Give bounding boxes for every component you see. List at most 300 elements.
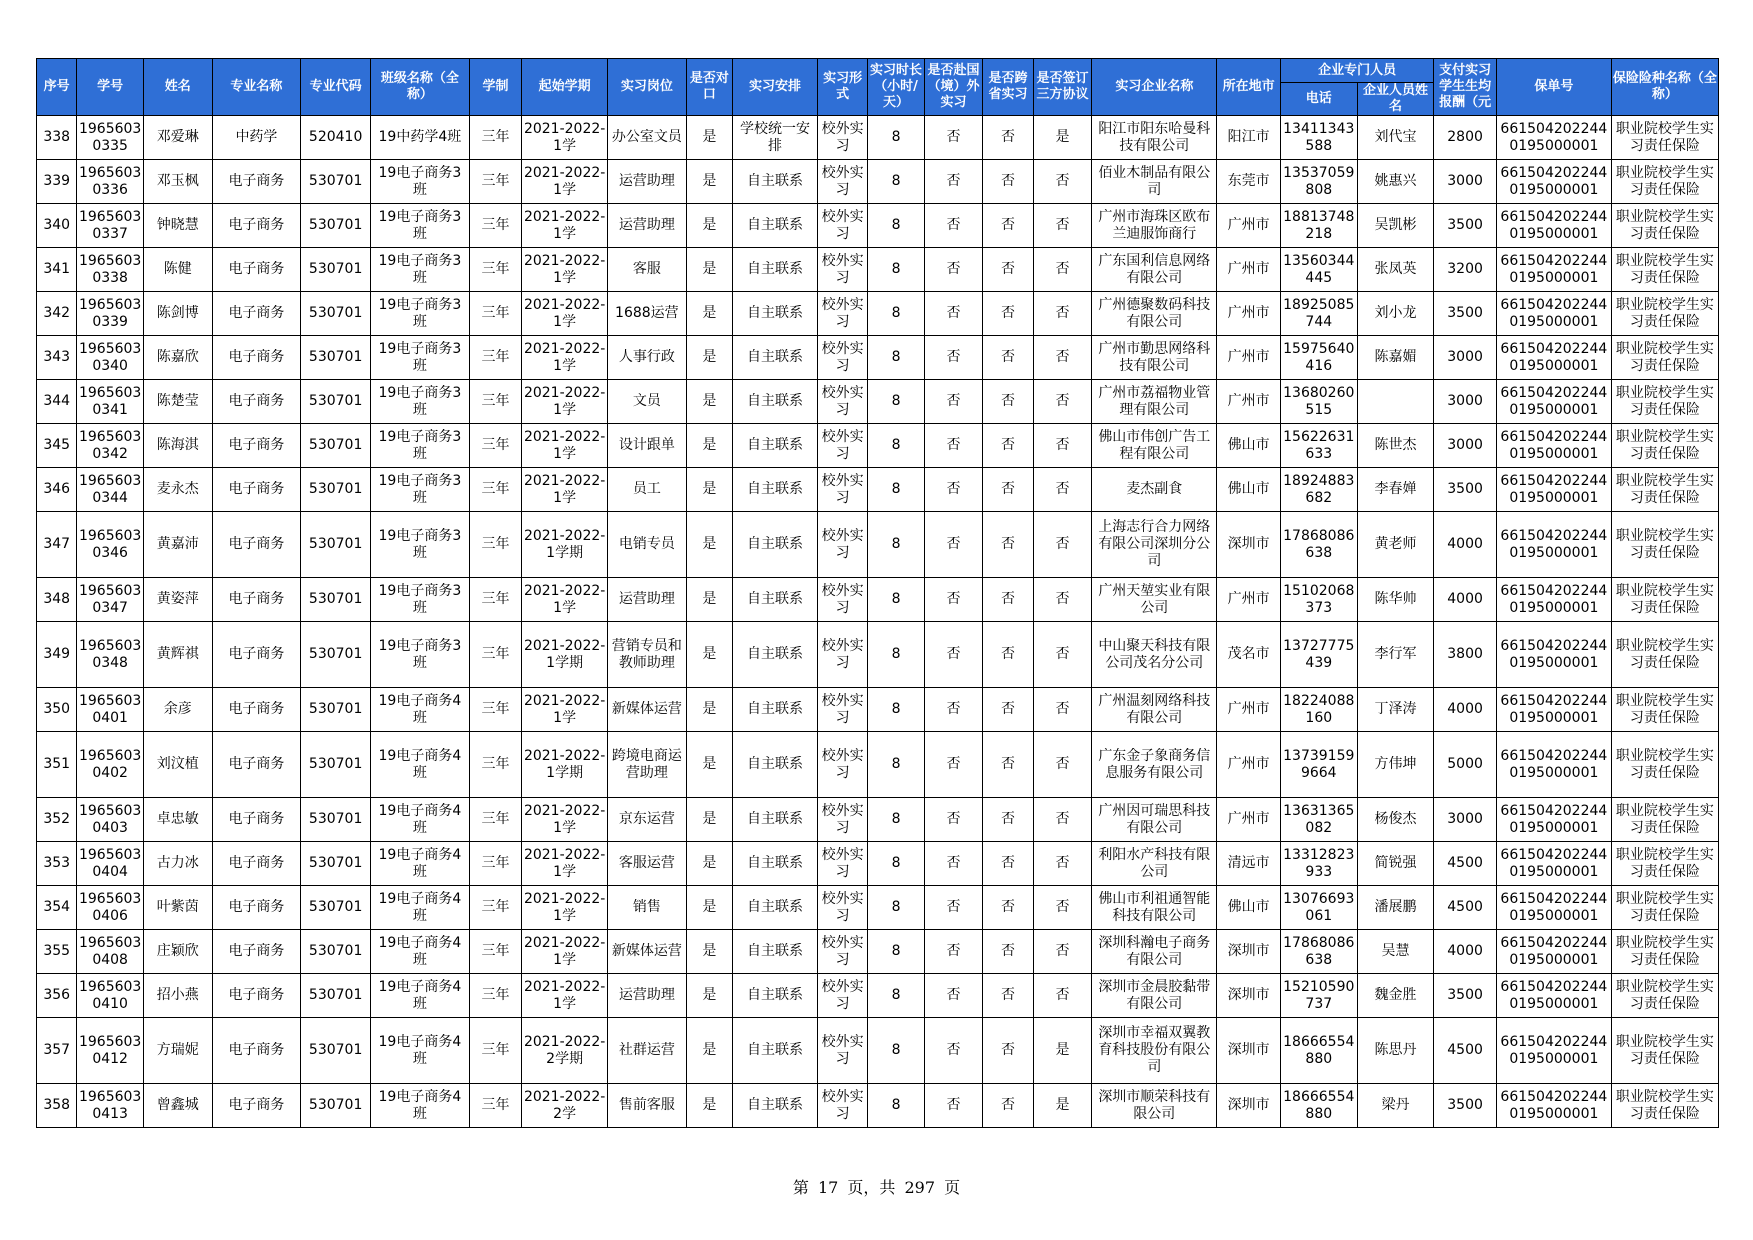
cell-staff-name-text: 丁泽涛 <box>1374 701 1417 717</box>
cell-name <box>143 512 212 578</box>
cell-pay <box>1434 1018 1497 1084</box>
cell-cross-province <box>983 292 1033 336</box>
cell-tripartite-text: 否 <box>1055 855 1070 871</box>
cell-company <box>1092 688 1217 732</box>
cell-start-term <box>522 424 608 468</box>
cell-major-text: 电子商务 <box>228 855 285 871</box>
cell-form <box>817 248 867 292</box>
cell-name <box>143 732 212 798</box>
cell-abroad-text: 否 <box>946 481 961 497</box>
cell-company <box>1092 468 1217 512</box>
cell-matched-text: 是 <box>702 701 717 717</box>
cell-position <box>608 336 687 380</box>
cell-major-text: 电子商务 <box>228 349 285 365</box>
cell-company <box>1092 424 1217 468</box>
cell-cross-province-text: 否 <box>1001 987 1016 1003</box>
header-arrangement: 实习安排 <box>733 59 818 116</box>
cell-phone <box>1280 930 1357 974</box>
cell-company <box>1092 160 1217 204</box>
cell-hours <box>868 380 925 424</box>
cell-student-id <box>77 688 144 732</box>
cell-position <box>608 468 687 512</box>
cell-hours-text: 8 <box>891 701 901 717</box>
cell-tripartite-text: 否 <box>1055 536 1070 552</box>
cell-student-id <box>77 1084 144 1128</box>
cell-policy-no-text: 6615042022440195000001 <box>1500 802 1608 836</box>
header-insurance: 保险险种名称（全称） <box>1611 59 1718 116</box>
cell-phone <box>1280 578 1357 622</box>
cell-duration <box>469 974 521 1018</box>
cell-duration <box>469 842 521 886</box>
cell-pay-text: 4500 <box>1447 1042 1483 1058</box>
cell-major-code <box>301 622 371 688</box>
cell-staff-name <box>1357 248 1434 292</box>
cell-matched <box>686 116 732 160</box>
cell-name <box>143 622 212 688</box>
cell-seq-text: 349 <box>43 646 71 662</box>
cell-arrangement-text: 自主联系 <box>746 1097 803 1113</box>
cell-class-name-text: 19电子商务4班 <box>378 1088 462 1122</box>
cell-insurance-text: 职业院校学生实习责任保险 <box>1615 120 1714 154</box>
cell-duration <box>469 886 521 930</box>
cell-policy-no-text: 6615042022440195000001 <box>1500 208 1608 242</box>
cell-arrangement-text: 自主联系 <box>746 481 803 497</box>
cell-tripartite-text: 否 <box>1055 481 1070 497</box>
cell-matched <box>686 160 732 204</box>
cell-major-code-text: 530701 <box>308 261 363 277</box>
cell-arrangement <box>733 380 818 424</box>
cell-major-code <box>301 380 371 424</box>
cell-abroad <box>924 292 983 336</box>
cell-phone <box>1280 842 1357 886</box>
cell-phone <box>1280 798 1357 842</box>
cell-abroad <box>924 842 983 886</box>
cell-form-text: 校外实习 <box>821 296 864 330</box>
cell-major <box>212 116 301 160</box>
cell-pay <box>1434 622 1497 688</box>
cell-position <box>608 1084 687 1128</box>
cell-city <box>1217 512 1281 578</box>
cell-company-text: 广州温刻网络科技有限公司 <box>1098 692 1211 726</box>
cell-city-text: 广州市 <box>1227 756 1270 772</box>
cell-company <box>1092 380 1217 424</box>
cell-seq-text: 341 <box>43 261 71 277</box>
cell-company-text: 深圳市顺荣科技有限公司 <box>1098 1088 1211 1122</box>
cell-tripartite-text: 是 <box>1055 1042 1070 1058</box>
cell-name-text: 钟晓慧 <box>156 217 199 233</box>
cell-hours-text: 8 <box>891 899 901 915</box>
cell-class-name <box>370 204 469 248</box>
cell-phone-text: 13076693061 <box>1283 890 1355 924</box>
cell-start-term-text: 2021-2022-1学 <box>523 428 606 462</box>
cell-seq <box>37 886 77 930</box>
cell-student-id <box>77 336 144 380</box>
cell-arrangement <box>733 1018 818 1084</box>
cell-insurance-text: 职业院校学生实习责任保险 <box>1615 472 1714 506</box>
cell-class-name <box>370 292 469 336</box>
cell-insurance <box>1611 424 1718 468</box>
cell-form-text: 校外实习 <box>821 164 864 198</box>
cell-policy-no <box>1496 688 1611 732</box>
cell-form-text: 校外实习 <box>821 637 864 671</box>
cell-student-id-text: 19656030410 <box>78 978 142 1012</box>
cell-staff-name-text: 陈华帅 <box>1374 591 1417 607</box>
cell-name <box>143 336 212 380</box>
table-row <box>37 622 1719 688</box>
cell-hours <box>868 1084 925 1128</box>
cell-major-code <box>301 292 371 336</box>
cell-company-text: 佰业木制品有限公司 <box>1098 164 1211 198</box>
cell-pay-text: 3800 <box>1447 646 1483 662</box>
cell-major-code-text: 530701 <box>308 756 363 772</box>
cell-name <box>143 292 212 336</box>
cell-pay-text: 4000 <box>1447 591 1483 607</box>
cell-tripartite <box>1033 578 1092 622</box>
cell-cross-province-text: 否 <box>1001 1097 1016 1113</box>
table-row <box>37 512 1719 578</box>
cell-pay <box>1434 930 1497 974</box>
cell-company-text: 上海志行合力网络有限公司深圳分公司 <box>1098 519 1211 569</box>
cell-company-text: 广州天堃实业有限公司 <box>1098 582 1211 616</box>
cell-insurance <box>1611 380 1718 424</box>
cell-seq-text: 344 <box>43 393 71 409</box>
cell-hours-text: 8 <box>891 261 901 277</box>
cell-pay <box>1434 1084 1497 1128</box>
cell-position-text: 1688运营 <box>615 305 679 321</box>
header-abroad: 是否赴国（境）外实习 <box>924 59 983 116</box>
cell-class-name-text: 19电子商务3班 <box>378 296 462 330</box>
cell-phone <box>1280 1018 1357 1084</box>
cell-class-name <box>370 248 469 292</box>
cell-seq <box>37 798 77 842</box>
cell-phone-text: 13560344445 <box>1283 252 1355 286</box>
cell-seq <box>37 732 77 798</box>
cell-insurance <box>1611 204 1718 248</box>
cell-matched <box>686 578 732 622</box>
cell-policy-no <box>1496 204 1611 248</box>
cell-abroad-text: 否 <box>946 536 961 552</box>
cell-form <box>817 468 867 512</box>
cell-insurance <box>1611 468 1718 512</box>
cell-staff-name-text: 陈思丹 <box>1374 1042 1417 1058</box>
cell-hours <box>868 622 925 688</box>
cell-class-name-text: 19电子商务4班 <box>378 747 462 781</box>
cell-pay <box>1434 578 1497 622</box>
cell-seq <box>37 468 77 512</box>
cell-form <box>817 424 867 468</box>
cell-start-term <box>522 842 608 886</box>
cell-company <box>1092 974 1217 1018</box>
cell-major-text: 电子商务 <box>228 536 285 552</box>
cell-matched-text: 是 <box>702 646 717 662</box>
cell-cross-province <box>983 468 1033 512</box>
cell-tripartite <box>1033 842 1092 886</box>
footer-total-pages: 297 <box>904 1178 936 1197</box>
cell-tripartite-text: 否 <box>1055 305 1070 321</box>
cell-major-text: 电子商务 <box>228 261 285 277</box>
cell-student-id <box>77 160 144 204</box>
cell-position-text: 社群运营 <box>618 1042 675 1058</box>
cell-class-name-text: 19电子商务3班 <box>378 164 462 198</box>
cell-insurance <box>1611 248 1718 292</box>
cell-position <box>608 424 687 468</box>
cell-insurance-text: 职业院校学生实习责任保险 <box>1615 846 1714 880</box>
cell-city <box>1217 424 1281 468</box>
cell-student-id-text: 19656030337 <box>78 208 142 242</box>
cell-position <box>608 798 687 842</box>
internship-table <box>36 58 1719 1128</box>
cell-pay-text: 5000 <box>1447 756 1483 772</box>
cell-pay-text: 4500 <box>1447 855 1483 871</box>
cell-pay-text: 2800 <box>1447 129 1483 145</box>
cell-position <box>608 578 687 622</box>
cell-duration <box>469 732 521 798</box>
cell-arrangement <box>733 292 818 336</box>
cell-phone-text: 13411343588 <box>1283 120 1355 154</box>
cell-phone-text: 137391599664 <box>1283 747 1355 781</box>
cell-pay-text: 3200 <box>1447 261 1483 277</box>
cell-start-term-text: 2021-2022-1学 <box>523 164 606 198</box>
cell-class-name <box>370 886 469 930</box>
cell-major-text: 电子商务 <box>228 943 285 959</box>
cell-student-id-text: 19656030348 <box>78 637 142 671</box>
cell-policy-no <box>1496 842 1611 886</box>
cell-position-text: 销售 <box>632 899 661 915</box>
cell-tripartite <box>1033 798 1092 842</box>
cell-seq <box>37 688 77 732</box>
cell-student-id <box>77 468 144 512</box>
cell-hours <box>868 842 925 886</box>
cell-duration <box>469 336 521 380</box>
cell-major-text: 电子商务 <box>228 646 285 662</box>
cell-name-text: 陈健 <box>163 261 192 277</box>
cell-arrangement <box>733 512 818 578</box>
cell-hours <box>868 688 925 732</box>
cell-city-text: 深圳市 <box>1227 536 1270 552</box>
cell-major-code-text: 530701 <box>308 646 363 662</box>
cell-abroad-text: 否 <box>946 173 961 189</box>
cell-form <box>817 204 867 248</box>
cell-class-name <box>370 468 469 512</box>
cell-seq <box>37 578 77 622</box>
cell-tripartite <box>1033 336 1092 380</box>
cell-company-text: 广州德聚数码科技有限公司 <box>1098 296 1211 330</box>
cell-student-id-text: 19656030406 <box>78 890 142 924</box>
cell-form <box>817 1084 867 1128</box>
cell-insurance-text: 职业院校学生实习责任保险 <box>1615 890 1714 924</box>
cell-matched-text: 是 <box>702 129 717 145</box>
cell-name-text: 陈海淇 <box>156 437 199 453</box>
cell-cross-province-text: 否 <box>1001 1042 1016 1058</box>
cell-hours <box>868 798 925 842</box>
cell-phone-text: 17868086638 <box>1283 934 1355 968</box>
cell-city-text: 阳江市 <box>1227 129 1270 145</box>
cell-matched-text: 是 <box>702 591 717 607</box>
cell-pay <box>1434 688 1497 732</box>
cell-hours-text: 8 <box>891 393 901 409</box>
cell-form-text: 校外实习 <box>821 527 864 561</box>
cell-phone-text: 13680260515 <box>1283 384 1355 418</box>
cell-position <box>608 886 687 930</box>
cell-start-term-text: 2021-2022-1学 <box>523 802 606 836</box>
cell-staff-name <box>1357 930 1434 974</box>
cell-position <box>608 842 687 886</box>
cell-duration-text: 三年 <box>481 305 510 321</box>
cell-start-term <box>522 578 608 622</box>
cell-seq-text: 339 <box>43 173 71 189</box>
cell-seq-text: 342 <box>43 305 71 321</box>
cell-company-text: 佛山市伟创广告工程有限公司 <box>1098 428 1211 462</box>
cell-position-text: 员工 <box>632 481 661 497</box>
cell-class-name <box>370 622 469 688</box>
cell-arrangement-text: 自主联系 <box>746 393 803 409</box>
cell-duration <box>469 798 521 842</box>
cell-hours <box>868 1018 925 1084</box>
cell-insurance <box>1611 512 1718 578</box>
cell-major-code-text: 530701 <box>308 591 363 607</box>
cell-seq-text: 356 <box>43 987 71 1003</box>
cell-major-code <box>301 248 371 292</box>
cell-student-id <box>77 732 144 798</box>
cell-name <box>143 886 212 930</box>
cell-major-code <box>301 1018 371 1084</box>
cell-class-name <box>370 116 469 160</box>
cell-hours-text: 8 <box>891 811 901 827</box>
cell-student-id-text: 19656030341 <box>78 384 142 418</box>
cell-cross-province-text: 否 <box>1001 261 1016 277</box>
cell-start-term <box>522 1084 608 1128</box>
cell-position-text: 运营助理 <box>618 173 675 189</box>
cell-form <box>817 688 867 732</box>
cell-student-id-text: 19656030344 <box>78 472 142 506</box>
cell-insurance <box>1611 974 1718 1018</box>
cell-cross-province <box>983 688 1033 732</box>
cell-abroad-text: 否 <box>946 855 961 871</box>
cell-company-text: 深圳市幸福双翼教育科技股份有限公司 <box>1098 1025 1211 1075</box>
cell-cross-province <box>983 380 1033 424</box>
cell-policy-no-text: 6615042022440195000001 <box>1500 890 1608 924</box>
cell-class-name-text: 19电子商务3班 <box>378 527 462 561</box>
cell-arrangement <box>733 930 818 974</box>
cell-hours-text: 8 <box>891 1097 901 1113</box>
cell-policy-no <box>1496 116 1611 160</box>
cell-major-text: 电子商务 <box>228 987 285 1003</box>
cell-student-id <box>77 116 144 160</box>
cell-start-term-text: 2021-2022-1学 <box>523 384 606 418</box>
cell-student-id-text: 19656030342 <box>78 428 142 462</box>
cell-student-id-text: 19656030412 <box>78 1033 142 1067</box>
cell-form <box>817 292 867 336</box>
cell-start-term-text: 2021-2022-1学期 <box>523 747 606 781</box>
cell-policy-no-text: 6615042022440195000001 <box>1500 934 1608 968</box>
cell-cross-province <box>983 204 1033 248</box>
cell-company-text: 麦杰副食 <box>1126 481 1183 497</box>
cell-tripartite <box>1033 292 1092 336</box>
cell-class-name <box>370 578 469 622</box>
cell-major-code <box>301 842 371 886</box>
cell-arrangement-text: 自主联系 <box>746 899 803 915</box>
cell-seq-text: 352 <box>43 811 71 827</box>
cell-arrangement-text: 自主联系 <box>746 701 803 717</box>
cell-major <box>212 930 301 974</box>
cell-major-text: 电子商务 <box>228 899 285 915</box>
cell-duration-text: 三年 <box>481 129 510 145</box>
cell-staff-name <box>1357 116 1434 160</box>
cell-staff-name <box>1357 578 1434 622</box>
cell-policy-no <box>1496 798 1611 842</box>
cell-form <box>817 974 867 1018</box>
cell-start-term <box>522 974 608 1018</box>
cell-company <box>1092 798 1217 842</box>
cell-pay <box>1434 204 1497 248</box>
cell-policy-no <box>1496 424 1611 468</box>
cell-matched <box>686 468 732 512</box>
cell-form-text: 校外实习 <box>821 747 864 781</box>
cell-class-name-text: 19电子商务3班 <box>378 428 462 462</box>
cell-pay-text: 3500 <box>1447 305 1483 321</box>
cell-start-term-text: 2021-2022-1学 <box>523 890 606 924</box>
cell-company <box>1092 732 1217 798</box>
cell-abroad <box>924 930 983 974</box>
cell-name-text: 方瑞妮 <box>156 1042 199 1058</box>
cell-class-name-text: 19电子商务4班 <box>378 1033 462 1067</box>
cell-form-text: 校外实习 <box>821 120 864 154</box>
cell-staff-name <box>1357 468 1434 512</box>
cell-name-text: 陈楚莹 <box>156 393 199 409</box>
cell-student-id <box>77 798 144 842</box>
cell-pay <box>1434 248 1497 292</box>
header-phone: 电话 <box>1280 83 1357 116</box>
cell-class-name <box>370 1084 469 1128</box>
cell-start-term-text: 2021-2022-1学 <box>523 340 606 374</box>
cell-matched <box>686 424 732 468</box>
cell-class-name-text: 19电子商务4班 <box>378 692 462 726</box>
cell-tripartite <box>1033 512 1092 578</box>
cell-staff-name-text: 吴慧 <box>1381 943 1410 959</box>
cell-tripartite <box>1033 930 1092 974</box>
cell-staff-name <box>1357 204 1434 248</box>
table-row <box>37 292 1719 336</box>
cell-company <box>1092 116 1217 160</box>
header-staff-group: 企业专门人员 <box>1280 59 1433 83</box>
cell-tripartite-text: 否 <box>1055 437 1070 453</box>
cell-student-id <box>77 512 144 578</box>
cell-class-name-text: 19电子商务4班 <box>378 934 462 968</box>
cell-company <box>1092 1018 1217 1084</box>
cell-phone <box>1280 204 1357 248</box>
cell-city-text: 佛山市 <box>1227 899 1270 915</box>
cell-abroad-text: 否 <box>946 646 961 662</box>
cell-form-text: 校外实习 <box>821 890 864 924</box>
cell-city-text: 广州市 <box>1227 305 1270 321</box>
cell-form <box>817 798 867 842</box>
cell-student-id <box>77 204 144 248</box>
cell-hours <box>868 886 925 930</box>
cell-position <box>608 512 687 578</box>
cell-start-term <box>522 930 608 974</box>
cell-policy-no-text: 6615042022440195000001 <box>1500 846 1608 880</box>
cell-city-text: 广州市 <box>1227 393 1270 409</box>
cell-arrangement-text: 自主联系 <box>746 349 803 365</box>
cell-duration-text: 三年 <box>481 481 510 497</box>
cell-matched-text: 是 <box>702 987 717 1003</box>
cell-name <box>143 380 212 424</box>
cell-abroad-text: 否 <box>946 1042 961 1058</box>
header-position: 实习岗位 <box>608 59 687 116</box>
cell-company-text: 广州市荔福物业管理有限公司 <box>1098 384 1211 418</box>
cell-start-term <box>522 732 608 798</box>
cell-staff-name <box>1357 622 1434 688</box>
